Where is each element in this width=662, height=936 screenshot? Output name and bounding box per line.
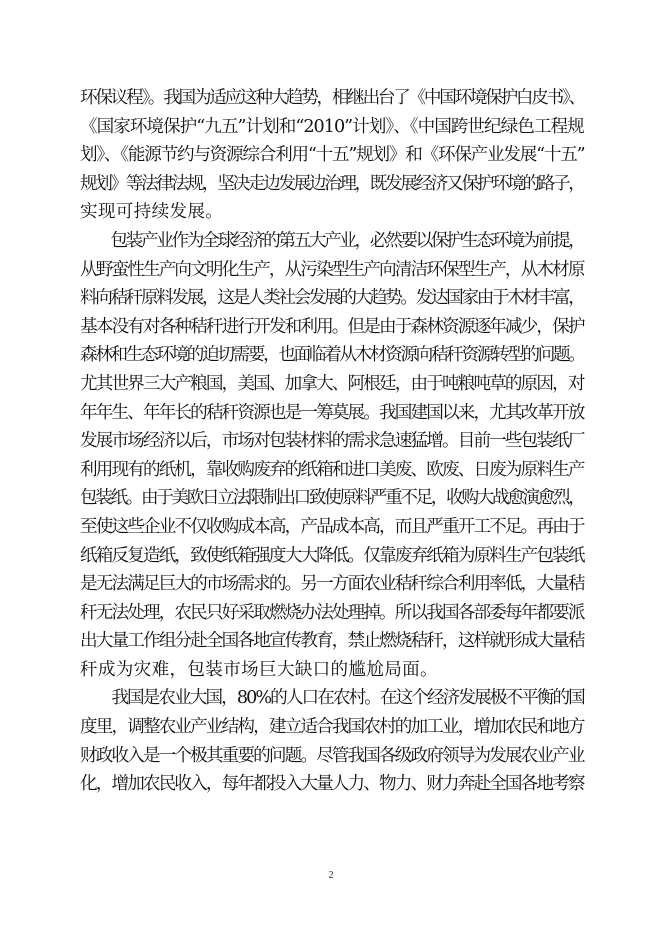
text-line: 《国家环境保护“九五”计划和“2010”计划》、《中国跨世纪绿色工程规 (80, 116, 584, 137)
text-line: 出大量工作组分赴全国各地宣传教育，禁止燃烧秸秆，这样就形成大量秸 (80, 631, 584, 652)
text-line: 划》、《能源节约与资源综合利用“十五”规划》和《环保产业发展“十五” (80, 145, 585, 166)
text-line: 料向秸秆原料发展，这是人类社会发展的大趋势。发达国家由于木材丰富， (80, 288, 584, 309)
text-line: 森林和生态环境的迫切需要，也面临着从木材资源向秸秆资源转型的问题。 (80, 345, 584, 366)
text-line: 基本没有对各种秸秆进行开发和利用。但是由于森林资源逐年减少，保护 (80, 316, 584, 337)
text-line: 秆无法处理，农民只好采取燃烧办法处理掉。所以我国各部委每年都要派 (80, 602, 584, 623)
text-line: 秆成为灾难，包装市场巨大缺口的尴尬局面。 (80, 659, 438, 680)
text-line: 发展市场经济以后，市场对包装材料的需求急速猛增。目前一些包装纸厂 (80, 431, 584, 452)
page-number: 2 (328, 870, 334, 881)
text-line: 是无法满足巨大的市场需求的。另一方面农业秸秆综合利用率低，大量秸 (80, 574, 584, 595)
text-line: 我国是农业大国，80%的人口在农村。在这个经济发展极不平衡的国 (80, 688, 584, 709)
text-line: 环保议程》。我国为适应这种大趋势，相继出台了《中国环境保护白皮书》、 (80, 88, 584, 108)
text-line: 包装产业作为全球经济的第五大产业，必然要以保护生态环境为前提， (80, 230, 584, 251)
text-line: 尤其世界三大产粮国，美国、加拿大、阿根廷，由于吨粮吨草的原因，对 (80, 373, 584, 394)
text-line: 至使这些企业不仅收购成本高，产品成本高，而且严重开工不足。再由于 (80, 516, 584, 537)
text-line: 利用现有的纸机，靠收购废弃的纸箱和进口美废、欧废、日废为原料生产 (80, 459, 584, 480)
text-line: 从野蛮性生产向文明化生产，从污染型生产向清洁环保型生产，从木材原 (80, 259, 584, 280)
text-line: 包装纸。由于美欧日立法限制出口致使原料严重不足，收购大战愈演愈烈， (80, 488, 584, 509)
text-line: 度里，调整农业产业结构，建立适合我国农村的加工业，增加农民和地方 (80, 717, 584, 738)
text-line: 财政收入是一个极其重要的问题。尽管我国各级政府领导为发展农业产业 (80, 745, 584, 766)
text-line: 年年生、年年长的秸秆资源也是一筹莫展。我国建国以来，尤其改革开放 (80, 402, 584, 423)
text-line: 化，增加农民收入，每年都投入大量人力、物力、财力奔赴全国各地考察 (80, 774, 584, 795)
text-line: 实现可持续发展。 (80, 202, 224, 223)
text-line: 规划》等法律法规，坚决走边发展边治理，既发展经济又保护环境的路子， (80, 173, 584, 194)
body-text (80, 84, 584, 799)
text-line: 纸箱反复造纸，致使纸箱强度大大降低。仅靠废弃纸箱为原料生产包装纸 (80, 545, 584, 566)
